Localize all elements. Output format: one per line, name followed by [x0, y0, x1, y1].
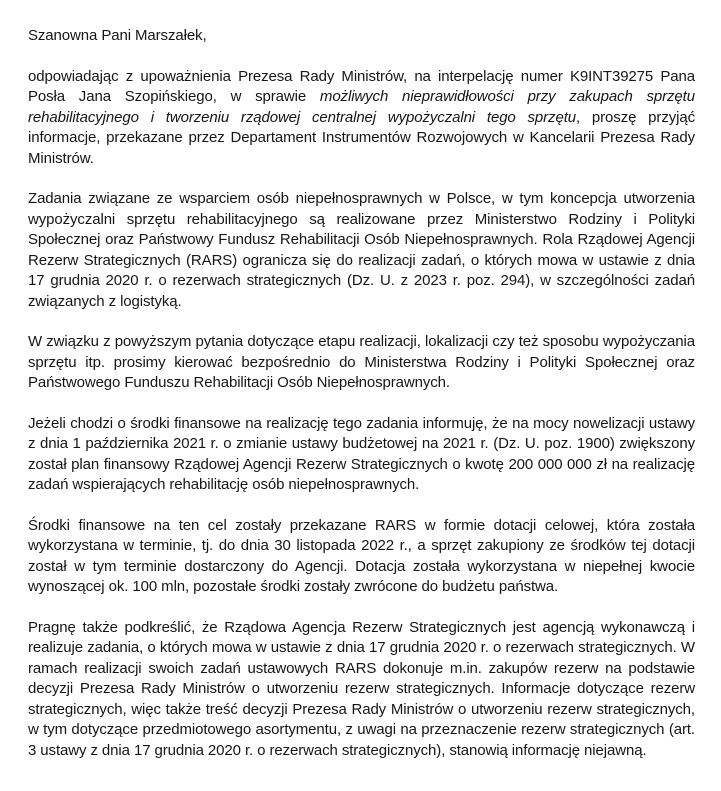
paragraph	[28, 332, 695, 394]
paragraph	[28, 516, 695, 598]
paragraph	[28, 414, 695, 496]
paragraph	[28, 618, 695, 762]
emphasized-text-run: możliwych nieprawidłowości przy zakupach sprzętu rehabilitacyjnego i tworzeniu rządowej centralnej wypożyczalni tego sprzętu	[28, 88, 695, 126]
text-run: , proszę przyjąć informacje, przekazane przez Departament Instrumentów Rozwojowych w Kancelarii Prezesa Rady Ministrów.	[28, 108, 695, 167]
salutation: Szanowna Pani Marszałek,	[28, 27, 207, 44]
text-run: W związku z powyższym pytania dotyczące etapu realizacji, lokalizacji czy też sposobu wypożyczania sprzętu itp. prosimy kierować bezpośrednio do Ministerstwa Rodziny i Polityki Społecznej oraz Państwowego Funduszu Rehabilitacji Osób Niepełnosprawnych.	[28, 333, 695, 391]
text-run: Zadania związane ze wsparciem osób niepełnosprawnych w Polsce, w tym koncepcja utworzenia wypożyczalni sprzętu rehabilitacyjnego są realizowane przez Ministerstwo Rodziny i Polityki Społecznej oraz Państwowy Fundusz Rehabilitacji Osób Niepełnosprawnych. Rola Rządowej Agencji Rezerw Strategicznych (RARS) ogranicza się do realizacji zadań, o których mowa w ustawie z dnia 17 grudnia 2020 r. o rezerwach strategicznych (Dz. U. z 2023 r. poz. 294), w szczególności zadań związanych z logistyką.	[28, 190, 695, 310]
text-run: Środki finansowe na ten cel zostały przekazane RARS w formie dotacji celowej, która została wykorzystana w terminie, tj. do dnia 30 listopada 2022 r., a sprzęt zakupiony ze środków tej dotacji został w tym terminie dostarczony do Agencji. Dotacja została wykorzystana w niepełnej kwocie wynoszącej ok. 100 mln, pozostałe środki zostały zwrócone do budżetu państwa.	[28, 516, 695, 595]
text-run: Jeżeli chodzi o środki finansowe na realizację tego zadania informuję, że na mocy nowelizacji ustawy z dnia 1 października 2021 r. o zmianie ustawy budżetowej na 2021 r. (Dz. U. poz. 1900) zwiększony został plan finansowy Rządowej Agencji Rezerw Strategicznych o kwotę 200 000 000 zł na realizację zadań wspierających rehabilitację osób niepełnosprawnych.	[28, 414, 695, 493]
paragraph	[28, 189, 695, 312]
letter-paragraphs	[28, 67, 695, 762]
text-run: Pragnę także podkreślić, że Rządowa Agencja Rezerw Strategicznych jest agencją wykonawczą i realizuje zadania, o których mowa w ustawie z dnia 17 grudnia 2020 r. o rezerwach strategicznych. W ramach realizacji swoich zadań ustawowych RARS dokonuje m.in. zakupów rezerw na podstawie decyzji Prezesa Rady Ministrów o utworzeniu rezerw strategicznych. Informacje dotyczące rezerw strategicznych, więc także treść decyzji Prezesa Rady Ministrów o utworzeniu rezerw strategicznych, w tym dotyczące przedmiotowego asortymentu, z uwagi na przeznaczenie rezerw strategicznych (art. 3 ustawy z dnia 17 grudnia 2020 r. o rezerwach strategicznych), stanowią informację niejawną.	[28, 618, 695, 759]
text-run: odpowiadając z upoważnienia Prezesa Rady Ministrów, na interpelację numer K9INT39275 Pana Posła Jana Szopińskiego, w sprawie	[28, 67, 695, 105]
paragraph	[28, 67, 695, 170]
